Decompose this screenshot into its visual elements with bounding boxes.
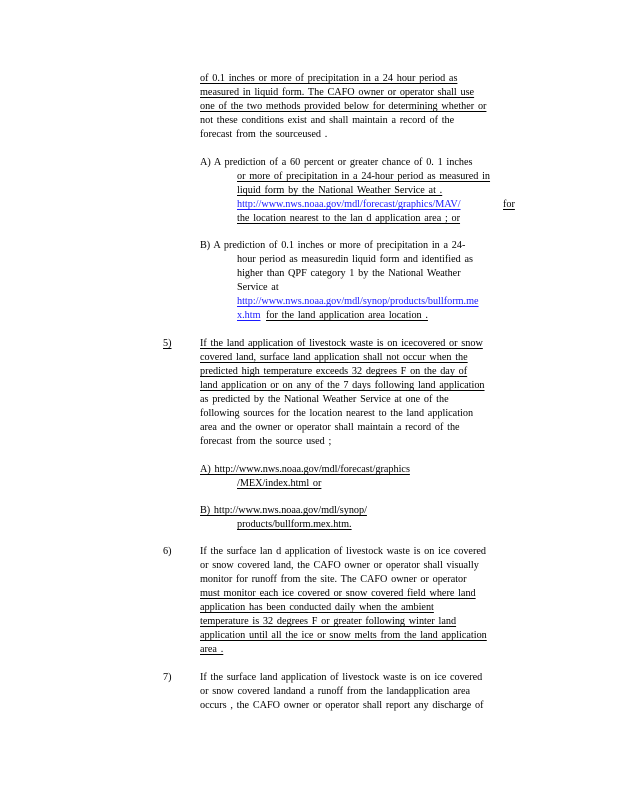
item4a-line-5: the location nearest to the lan d application area ; or (237, 213, 461, 224)
item5-line-1: If the land application of livestock waste is on icecovered or snow (200, 338, 483, 349)
item4b-link-cont[interactable]: x.htm (237, 310, 261, 321)
item5-line-5: as predicted by the National Weather Service at one of the (200, 394, 449, 405)
item4b-line-2: hour period as measuredin liquid form and identified as (237, 254, 473, 265)
item4a-line-1: A) A prediction of a 60 percent or greater chance of 0. 1 inches (200, 157, 473, 168)
item6-number: 6) (163, 546, 172, 557)
item5-sub-a-cont[interactable]: /MEX/index.html or (237, 478, 322, 489)
intro-line-4: not these conditions exist and shall maintain a record of the (200, 115, 455, 126)
item5-line-2: covered land, surface land application shall not occur when the (200, 352, 468, 363)
item4b-link[interactable]: http://www.nws.noaa.gov/mdl/synop/products/bullform.me (237, 296, 479, 307)
item6-line-6: temperature is 32 degrees F or greater following winter land (200, 616, 457, 627)
item5-line-8: forecast from the source used ; (200, 436, 332, 447)
item4b-line-3: higher than QPF category 1 by the National Weather (237, 268, 461, 279)
item5-sub-b[interactable]: B) http://www.nws.noaa.gov/mdl/synop/ (200, 505, 367, 516)
item6-line-3: monitor for runoff from the site. The CAFO owner or operator (200, 574, 467, 585)
item4a-for: for (503, 199, 515, 210)
item6-line-2: or snow covered land, the CAFO owner or operator shall visually (200, 560, 479, 571)
item5-sub-a[interactable]: A) http://www.nws.noaa.gov/mdl/forecast/graphics (200, 464, 410, 475)
item6-line-5: application has been conducted daily when the ambient (200, 602, 434, 613)
item7-line-3: occurs , the CAFO owner or operator shall report any discharge of (200, 700, 484, 711)
item4b-line-7: for the land application area location . (266, 310, 428, 321)
item4a-line-3: liquid form by the National Weather Service at . (237, 185, 443, 196)
item7-line-2: or snow covered landand a runoff from the landapplication area (200, 686, 471, 697)
item5-number: 5) (163, 338, 172, 349)
item5-line-7: area and the owner or operator shall maintain a record of the (200, 422, 460, 433)
item7-line-1: If the surface land application of livestock waste is on ice covered (200, 672, 483, 683)
intro-line-1: of 0.1 inches or more of precipitation in a 24 hour period as (200, 73, 458, 84)
item4a-link[interactable]: http://www.nws.noaa.gov/mdl/forecast/graphics/MAV/ (237, 199, 461, 210)
item6-line-7: application until all the ice or snow melts from the land application (200, 630, 487, 641)
item6-line-8: area . (200, 644, 224, 655)
item4b-line-4: Service at (237, 282, 279, 293)
item4b-line-1: B) A prediction of 0.1 inches or more of precipitation in a 24- (200, 240, 466, 251)
item5-line-6: following sources for the location nearest to the land application (200, 408, 474, 419)
item4a-line-2: or more of precipitation in a 24-hour period as measured in (237, 171, 491, 182)
item7-number: 7) (163, 672, 172, 683)
intro-line-5: forecast from the sourceused . (200, 129, 328, 140)
item5-line-3: predicted high temperature exceeds 32 degrees F on the day of (200, 366, 468, 377)
item5-sub-b-cont[interactable]: products/bullform.mex.htm. (237, 519, 352, 530)
item5-line-4: land application or on any of the 7 days following land application (200, 380, 485, 391)
intro-line-2: measured in liquid form. The CAFO owner or operator shall use (200, 87, 475, 98)
intro-line-3: one of the two methods provided below for determining whether or (200, 101, 487, 112)
item6-line-4: must monitor each ice covered or snow covered field where land (200, 588, 476, 599)
item6-line-1: If the surface lan d application of livestock waste is on ice covered (200, 546, 486, 557)
